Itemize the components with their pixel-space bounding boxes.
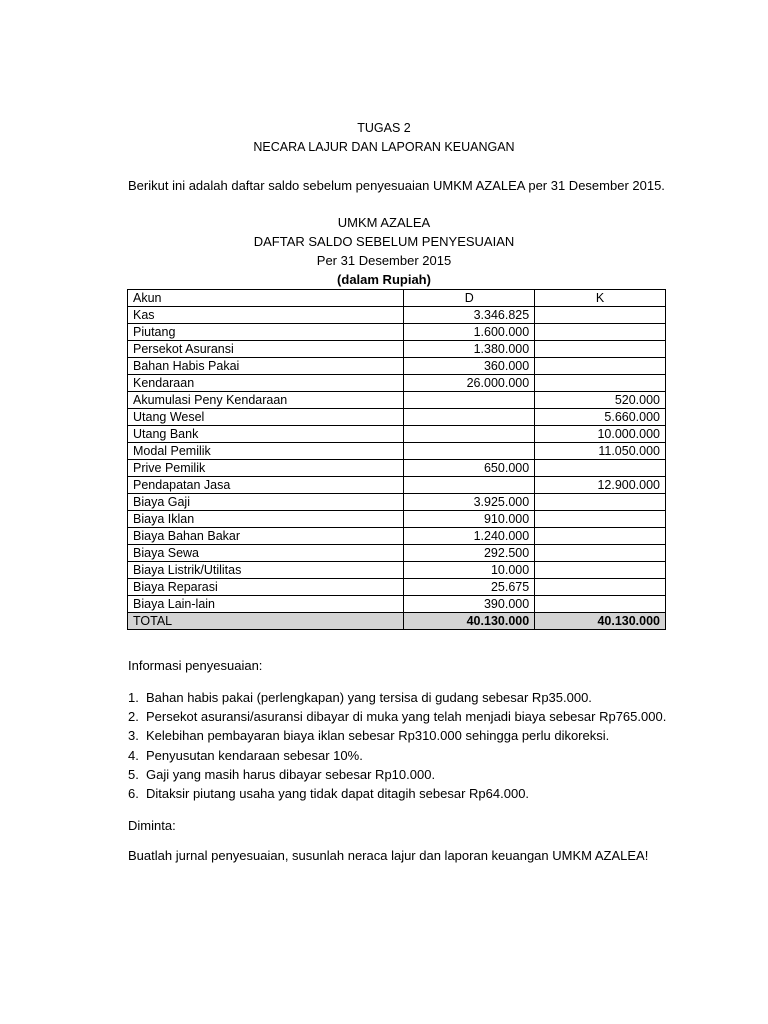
cell-akun: Biaya Bahan Bakar: [128, 528, 404, 545]
cell-credit: [535, 341, 666, 358]
cell-akun: Kas: [128, 307, 404, 324]
list-item-text: Ditaksir piutang usaha yang tidak dapat ditagih sebesar Rp64.000.: [146, 785, 530, 801]
report-unit: (dalam Rupiah): [337, 272, 431, 287]
table-row: [128, 443, 666, 460]
table-row: [128, 307, 666, 324]
list-item-number: 2.: [128, 709, 139, 725]
cell-debit: [404, 409, 535, 426]
cell-credit: [535, 579, 666, 596]
list-item: [128, 707, 666, 726]
cell-credit: [535, 596, 666, 613]
cell-debit: 3.925.000: [404, 494, 535, 511]
list-item-text: Kelebihan pembayaran biaya iklan sebesar Rp310.000 sehingga perlu dikoreksi.: [146, 728, 610, 744]
report-period: Per 31 Desember 2015: [316, 253, 452, 268]
cell-debit: [404, 443, 535, 460]
table-row: [128, 426, 666, 443]
cell-debit: 1.240.000: [404, 528, 535, 545]
cell-debit: 3.346.825: [404, 307, 535, 324]
table-row: [128, 358, 666, 375]
cell-akun: Utang Bank: [128, 426, 404, 443]
header-credit: K: [535, 290, 666, 307]
cell-credit: [535, 324, 666, 341]
doc-subtitle: NECARA LAJUR DAN LAPORAN KEUANGAN: [253, 140, 515, 154]
cell-debit: [404, 426, 535, 443]
cell-credit: [535, 375, 666, 392]
cell-debit: 360.000: [404, 358, 535, 375]
cell-akun: Persekot Asuransi: [128, 341, 404, 358]
cell-credit: [535, 307, 666, 324]
table-row: [128, 511, 666, 528]
list-item: [128, 765, 666, 784]
cell-debit: 10.000: [404, 562, 535, 579]
table-row: [128, 562, 666, 579]
cell-credit: [535, 460, 666, 477]
table-row: [128, 477, 666, 494]
cell-debit: [404, 477, 535, 494]
cell-akun: Modal Pemilik: [128, 443, 404, 460]
cell-akun: Pendapatan Jasa: [128, 477, 404, 494]
list-item-text: Gaji yang masih harus dibayar sebesar Rp10.000.: [146, 766, 436, 782]
cell-credit: 10.000.000: [535, 426, 666, 443]
report-title: DAFTAR SALDO SEBELUM PENYESUAIAN: [253, 234, 515, 249]
cell-akun: Akumulasi Peny Kendaraan: [128, 392, 404, 409]
cell-akun: Biaya Reparasi: [128, 579, 404, 596]
cell-akun: Bahan Habis Pakai: [128, 358, 404, 375]
cell-credit: 11.050.000: [535, 443, 666, 460]
cell-credit: [535, 528, 666, 545]
cell-credit: [535, 494, 666, 511]
intro-text: Berikut ini adalah daftar saldo sebelum penyesuaian UMKM AZALEA per 31 Desember 2015.: [128, 178, 665, 193]
cell-akun: Biaya Lain-lain: [128, 596, 404, 613]
table-header-row: [128, 290, 666, 307]
list-item-text: Persekot asuransi/asuransi dibayar di muka yang telah menjadi biaya sebesar Rp765.000.: [146, 709, 667, 725]
cell-credit: [535, 358, 666, 375]
total-row: [128, 613, 666, 630]
cell-akun: Biaya Gaji: [128, 494, 404, 511]
cell-akun: Piutang: [128, 324, 404, 341]
table-row: [128, 494, 666, 511]
list-item-number: 5.: [128, 766, 139, 782]
cell-debit: 26.000.000: [404, 375, 535, 392]
adjustment-list: [128, 688, 666, 803]
cell-debit: 910.000: [404, 511, 535, 528]
list-item-number: 6.: [128, 785, 139, 801]
header-akun: Akun: [128, 290, 404, 307]
list-item-text: Bahan habis pakai (perlengkapan) yang tersisa di gudang sebesar Rp35.000.: [146, 690, 592, 705]
doc-title: TUGAS 2: [357, 121, 411, 135]
table-row: [128, 324, 666, 341]
request-label: Diminta:: [128, 818, 176, 833]
list-item-number: 3.: [128, 728, 139, 744]
table-row: [128, 545, 666, 562]
cell-debit: 25.675: [404, 579, 535, 596]
trial-balance-table: [127, 289, 666, 630]
table-row: [128, 579, 666, 596]
list-item-text: Penyusutan kendaraan sebesar 10%.: [146, 747, 363, 763]
adjustment-info-title: Informasi penyesuaian:: [128, 658, 263, 673]
list-item-number: 4.: [128, 747, 139, 763]
cell-akun: Biaya Listrik/Utilitas: [128, 562, 404, 579]
cell-credit: [535, 545, 666, 562]
cell-akun: Biaya Iklan: [128, 511, 404, 528]
table-row: [128, 528, 666, 545]
cell-debit: 1.380.000: [404, 341, 535, 358]
table-row: [128, 341, 666, 358]
cell-debit: 390.000: [404, 596, 535, 613]
table-row: [128, 409, 666, 426]
cell-credit: [535, 562, 666, 579]
total-label: TOTAL: [128, 613, 404, 630]
list-item-number: 1.: [128, 690, 139, 705]
list-item: [128, 688, 666, 707]
cell-akun: Prive Pemilik: [128, 460, 404, 477]
cell-debit: 650.000: [404, 460, 535, 477]
list-item: [128, 784, 666, 803]
cell-debit: 292.500: [404, 545, 535, 562]
company-name: UMKM AZALEA: [337, 215, 431, 230]
cell-credit: [535, 511, 666, 528]
cell-credit: 12.900.000: [535, 477, 666, 494]
total-debit: 40.130.000: [404, 613, 535, 630]
cell-credit: 5.660.000: [535, 409, 666, 426]
list-item: [128, 746, 666, 765]
table-row: [128, 375, 666, 392]
request-task: Buatlah jurnal penyesuaian, susunlah neraca lajur dan laporan keuangan UMKM AZALEA!: [128, 848, 649, 863]
cell-credit: 520.000: [535, 392, 666, 409]
list-item: [128, 726, 666, 745]
cell-debit: [404, 392, 535, 409]
cell-akun: Biaya Sewa: [128, 545, 404, 562]
total-credit: 40.130.000: [535, 613, 666, 630]
header-debit: D: [404, 290, 535, 307]
table-row: [128, 460, 666, 477]
table-row: [128, 392, 666, 409]
table-row: [128, 596, 666, 613]
cell-akun: Kendaraan: [128, 375, 404, 392]
cell-akun: Utang Wesel: [128, 409, 404, 426]
cell-debit: 1.600.000: [404, 324, 535, 341]
